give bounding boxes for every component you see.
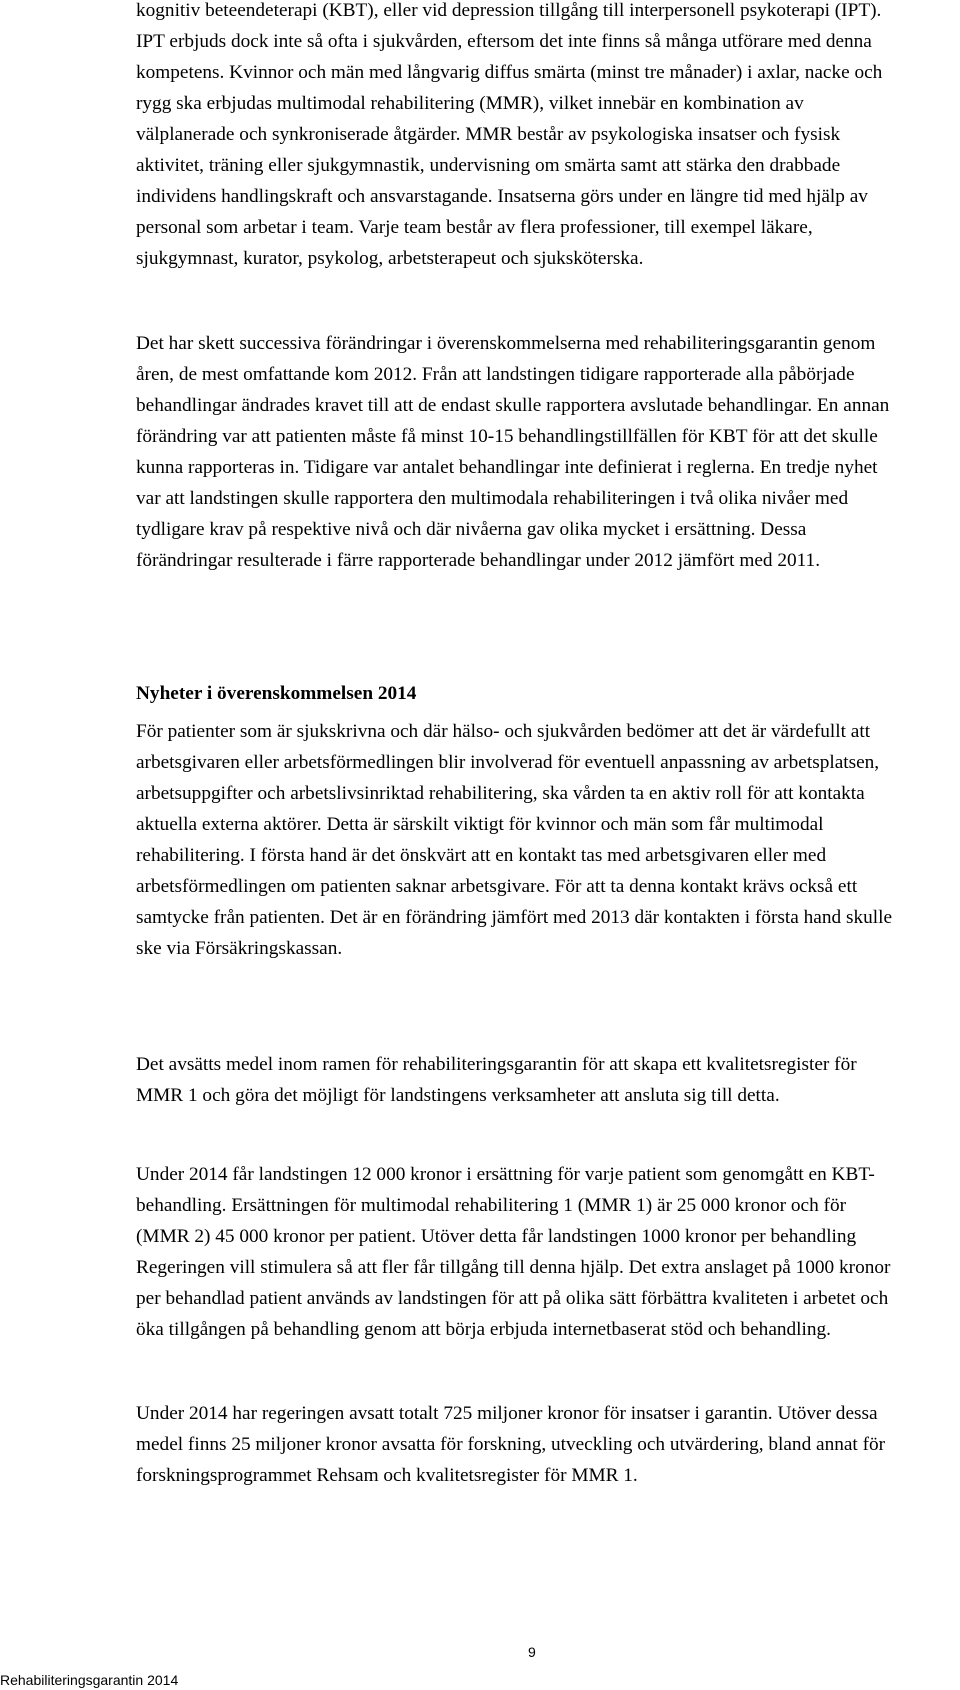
paragraph: Det avsätts medel inom ramen för rehabiliteringsgarantin för att skapa ett kvalitetsregister för MMR 1 och göra det möjligt för landstingens verksamheter att ansluta sig till detta. bbox=[136, 1054, 857, 1106]
paragraph: Under 2014 har regeringen avsatt totalt 725 miljoner kronor för insatser i garantin. Utöver dessa medel finns 25 miljoner kronor avsatta för forskning, utveckling och utvärdering, bland annat för forskningsprogrammet Rehsam och kvalitetsregister för MMR 1. bbox=[136, 1403, 886, 1486]
paragraph: Under 2014 får landstingen 12 000 kronor i ersättning för varje patient som genomgått en KBT-behandling. Ersättningen för multimodal rehabilitering 1 (MMR 1) är 25 000 kronor och för (MMR 2) 45 000 kronor per patient. Utöver detta får landstingen 1000 kronor per behandling Regeringen vill stimulera så att fler får tillgång till denna hjälp. Det extra anslaget på 1000 kronor per behandlad patient används av landstingen för att på olika sätt förbättra kvaliteten i arbetet och öka tillgången på behandling genom att börja erbjuda internetbaserat stöd och behandling. bbox=[136, 1164, 891, 1340]
paragraph: kognitiv beteendeterapi (KBT), eller vid depression tillgång till interpersonell psykoterapi (IPT). IPT erbjuds dock inte så ofta i sjukvården, eftersom det inte finns så många utförare med denna kompetens. Kvinnor och män med långvarig diffus smärta (minst tre månader) i axlar, nacke och rygg ska erbjudas multimodal rehabilitering (MMR), vilket innebär en kombination av välplanerade och synkroniserade åtgärder. MMR består av psykologiska insatser och fysisk aktivitet, träning eller sjukgymnastik, undervisning om smärta samt att stärka den drabbade individens handlingskraft och ansvarstagande. Insatserna görs under en längre tid med hjälp av personal som arbetar i team. Varje team består av flera professioner, till exempel läkare, sjukgymnast, kurator, psykolog, arbetsterapeut och sjuksköterska. bbox=[136, 0, 883, 269]
footer-title: Rehabiliteringsgarantin 2014 bbox=[0, 1672, 179, 1688]
paragraph: För patienter som är sjukskrivna och där hälso- och sjukvården bedömer att det är värdefullt att arbetsgivaren eller arbetsförmedlingen blir involverad för eventuell anpassning av arbetsplatsen, arbetsuppgifter och arbetslivsinriktad rehabilitering, ska vården ta en aktiv roll för att kontakta aktuella externa aktörer. Detta är särskilt viktigt för kvinnor och män som får multimodal rehabilitering. I första hand är det önskvärt att en kontakt tas med arbetsgivaren eller med arbetsförmedlingen om patienten saknar arbetsgivare. För att ta denna kontakt krävs också ett samtycke från patienten. Det är en förändring jämfört med 2013 där kontakten i första hand skulle ske via Försäkringskassan. bbox=[136, 721, 892, 959]
section-heading: Nyheter i överenskommelsen 2014 bbox=[136, 683, 417, 704]
page-number: 9 bbox=[528, 1644, 536, 1660]
paragraph: Det har skett successiva förändringar i överenskommelserna med rehabiliteringsgarantin genom åren, de mest omfattande kom 2012. Från att landstingen tidigare rapporterade alla påbörjade behandlingar ändrades kravet till att de endast skulle rapportera avslutade behandlingar. En annan förändring var att patienten måste få minst 10-15 behandlingstillfällen för KBT för att det skulle kunna rapporteras in. Tidigare var antalet behandlingar inte definierat i reglerna. En tredje nyhet var att landstingen skulle rapportera den multimodala rehabiliteringen i två olika nivåer med tydligare krav på respektive nivå och där nivåerna gav olika mycket i ersättning. Dessa förändringar resulterade i färre rapporterade behandlingar under 2012 jämfört med 2011. bbox=[136, 333, 890, 571]
